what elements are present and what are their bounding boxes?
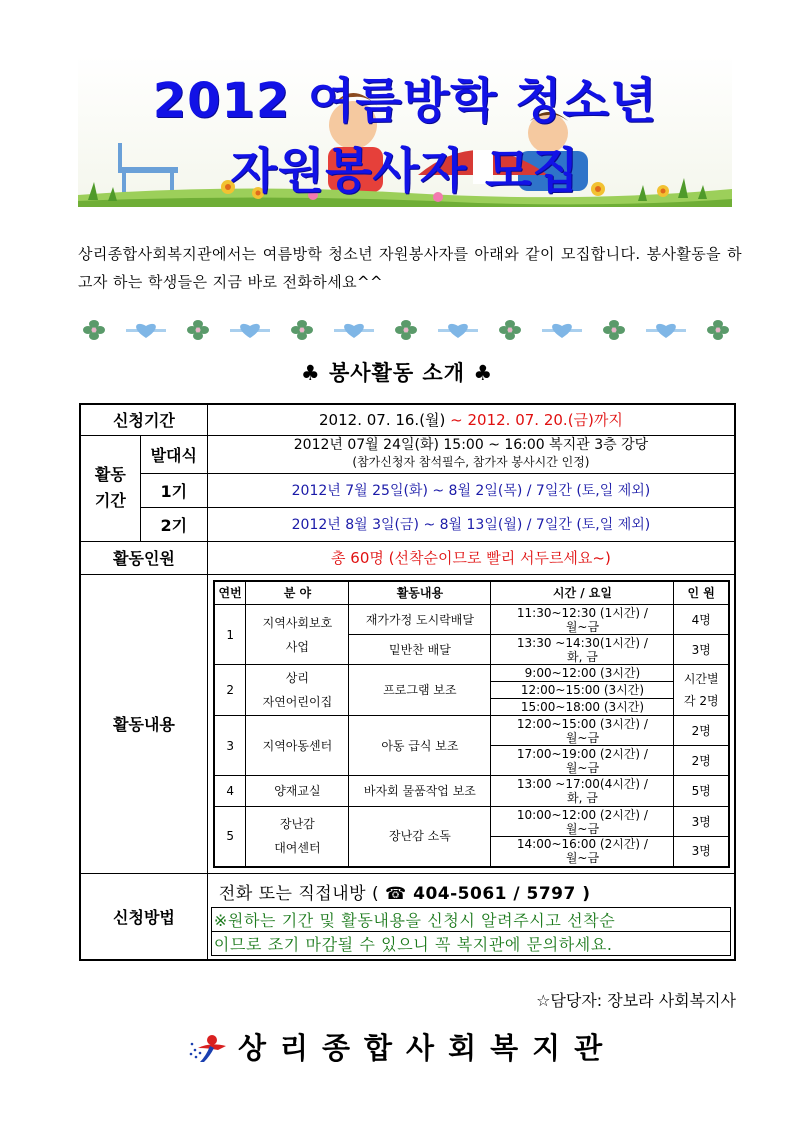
kickoff-date: 2012년 07월 24일(화) 15:00 ~ 16:00 복지관 3층 강당: [293, 437, 649, 453]
organization-logo-icon: [188, 1030, 230, 1064]
apply-method-label: 신청방법: [80, 873, 207, 960]
content-label: 활동내용: [80, 574, 207, 873]
row-time: 10:00~12:00 (2시간) / 월~금: [491, 807, 674, 837]
row-time: 14:00~16:00 (2시간) / 월~금: [491, 837, 674, 867]
row-people: 시간별 각 2명: [674, 665, 729, 716]
row-people: 5명: [674, 776, 729, 807]
flower-icon: [707, 320, 729, 340]
banner-background: [78, 55, 732, 207]
row-no: 1: [214, 605, 246, 665]
apply-method-phone: [211, 874, 731, 907]
row-time: 12:00~15:00 (3시간): [491, 682, 674, 699]
header-activity: 활동내용: [349, 581, 491, 605]
apply-period-end: ~ 2012. 07. 20.(금)까지: [445, 411, 623, 430]
flower-icon: [603, 320, 625, 340]
apply-period-label: 신청기간: [80, 404, 207, 435]
table-row: [214, 605, 729, 635]
banner-illustration: [78, 55, 732, 207]
flower-icon: [395, 320, 417, 340]
flower-icon: [187, 320, 209, 340]
activity-period-label: 활동 기간: [80, 435, 140, 541]
banner-title-line1: 2012 여름방학 청소년: [152, 73, 658, 129]
kickoff-label: 발대식: [140, 435, 207, 473]
apply-note-line1: ※원하는 기간 및 활동내용을 신청시 알려주시고 선착순: [212, 908, 730, 932]
row-activity: 바자회 물품작업 보조: [349, 776, 491, 807]
banner-title-line2: 자원봉사자 모집: [230, 143, 580, 199]
table-row: [214, 716, 729, 746]
section-title: ♣ 봉사활동 소개 ♣: [300, 361, 494, 385]
header-field: 분 야: [246, 581, 349, 605]
row-people: 3명: [674, 807, 729, 837]
row-people: 3명: [674, 837, 729, 867]
row-no: 2: [214, 665, 246, 716]
row-time: 13:00 ~17:00(4시간) / 화, 금: [491, 776, 674, 807]
kickoff-value: [207, 435, 735, 473]
apply-period-value: [207, 404, 735, 435]
decorative-border: [80, 318, 730, 342]
header-people: 인 원: [674, 581, 729, 605]
row-people: 4명: [674, 605, 729, 635]
row-no: 4: [214, 776, 246, 807]
row-activity: 프로그램 보조: [349, 665, 491, 716]
apply-method-row: [80, 873, 735, 960]
row-people: 3명: [674, 635, 729, 665]
row-field: 지역사회보호 사업: [246, 605, 349, 665]
table-row: [214, 665, 729, 682]
row-time: 17:00~19:00 (2시간) / 월~금: [491, 746, 674, 776]
term1-row: [80, 473, 735, 507]
header-no: 연번: [214, 581, 246, 605]
apply-method-prefix: 전화 또는 직접내방 (: [218, 883, 386, 904]
organization-name: 상리종합사회복지관: [238, 1031, 617, 1065]
term2-row: [80, 507, 735, 541]
apply-period-start: 2012. 07. 16.(월): [319, 411, 446, 430]
row-time: 12:00~15:00 (3시간) / 월~금: [491, 716, 674, 746]
footer: [188, 1026, 648, 1066]
row-field: 장난감 대여센터: [246, 807, 349, 867]
contact-person: ☆담당자: 장보라 사회복지사: [536, 991, 736, 1010]
flower-icon: [499, 320, 521, 340]
row-time: 11:30~12:30 (1시간) / 월~금: [491, 605, 674, 635]
row-people: 2명: [674, 716, 729, 746]
heart-icon: [240, 324, 260, 338]
flower-icon: [83, 320, 105, 340]
term1-value: 2012년 7월 25일(화) ~ 8월 2일(목) / 7일간 (토,일 제외): [207, 473, 735, 507]
info-table: [79, 403, 736, 961]
row-field: 양재교실: [246, 776, 349, 807]
term2-label: 2기: [140, 507, 207, 541]
phone-number: 404-5061 / 5797 ): [406, 883, 591, 904]
members-row: [80, 541, 735, 574]
row-people: 2명: [674, 746, 729, 776]
row-time: 9:00~12:00 (3시간): [491, 665, 674, 682]
kickoff-note: (참가신청자 참석필수, 참가자 봉사시간 인정): [352, 455, 590, 469]
heart-icon: [656, 324, 676, 338]
row-activity: 밑반찬 배달: [349, 635, 491, 665]
members-value: 총 60명 (선착순이므로 빨리 서두르세요~): [207, 541, 735, 574]
members-label: 활동인원: [80, 541, 207, 574]
phone-icon: ☎: [385, 883, 407, 904]
heart-icon: [136, 324, 156, 338]
kickoff-row: [80, 435, 735, 473]
term2-value: 2012년 8월 3일(금) ~ 8월 13일(월) / 7일간 (토,일 제외): [207, 507, 735, 541]
header-time: 시간 / 요일: [491, 581, 674, 605]
table-row: [214, 776, 729, 807]
row-activity: 장난감 소독: [349, 807, 491, 867]
heart-icon: [344, 324, 364, 338]
flower-icon: [291, 320, 313, 340]
intro-paragraph: 상리종합사회복지관에서는 여름방학 청소년 자원봉사자를 아래와 같이 모집합니다. 봉사활동을 하고자 하는 학생들은 지금 바로 전화하세요^^: [78, 245, 742, 291]
apply-note-line2: 이므로 조기 마감될 수 있으니 꼭 복지관에 문의하세요.: [213, 934, 613, 954]
row-activity: 재가가정 도시락배달: [349, 605, 491, 635]
row-field: 상리 자연어린이집: [246, 665, 349, 716]
activity-schedule-table: [213, 580, 730, 868]
term1-label: 1기: [140, 473, 207, 507]
row-time: 13:30 ~14:30(1시간) / 화, 금: [491, 635, 674, 665]
row-activity: 아동 급식 보조: [349, 716, 491, 776]
apply-period-row: [80, 404, 735, 435]
row-field: 지역아동센터: [246, 716, 349, 776]
row-no: 3: [214, 716, 246, 776]
heart-icon: [448, 324, 468, 338]
heart-icon: [552, 324, 572, 338]
table-row: [214, 807, 729, 837]
row-no: 5: [214, 807, 246, 867]
row-time: 15:00~18:00 (3시간): [491, 699, 674, 716]
schedule-header-row: [214, 581, 729, 605]
content-row: [80, 574, 735, 873]
